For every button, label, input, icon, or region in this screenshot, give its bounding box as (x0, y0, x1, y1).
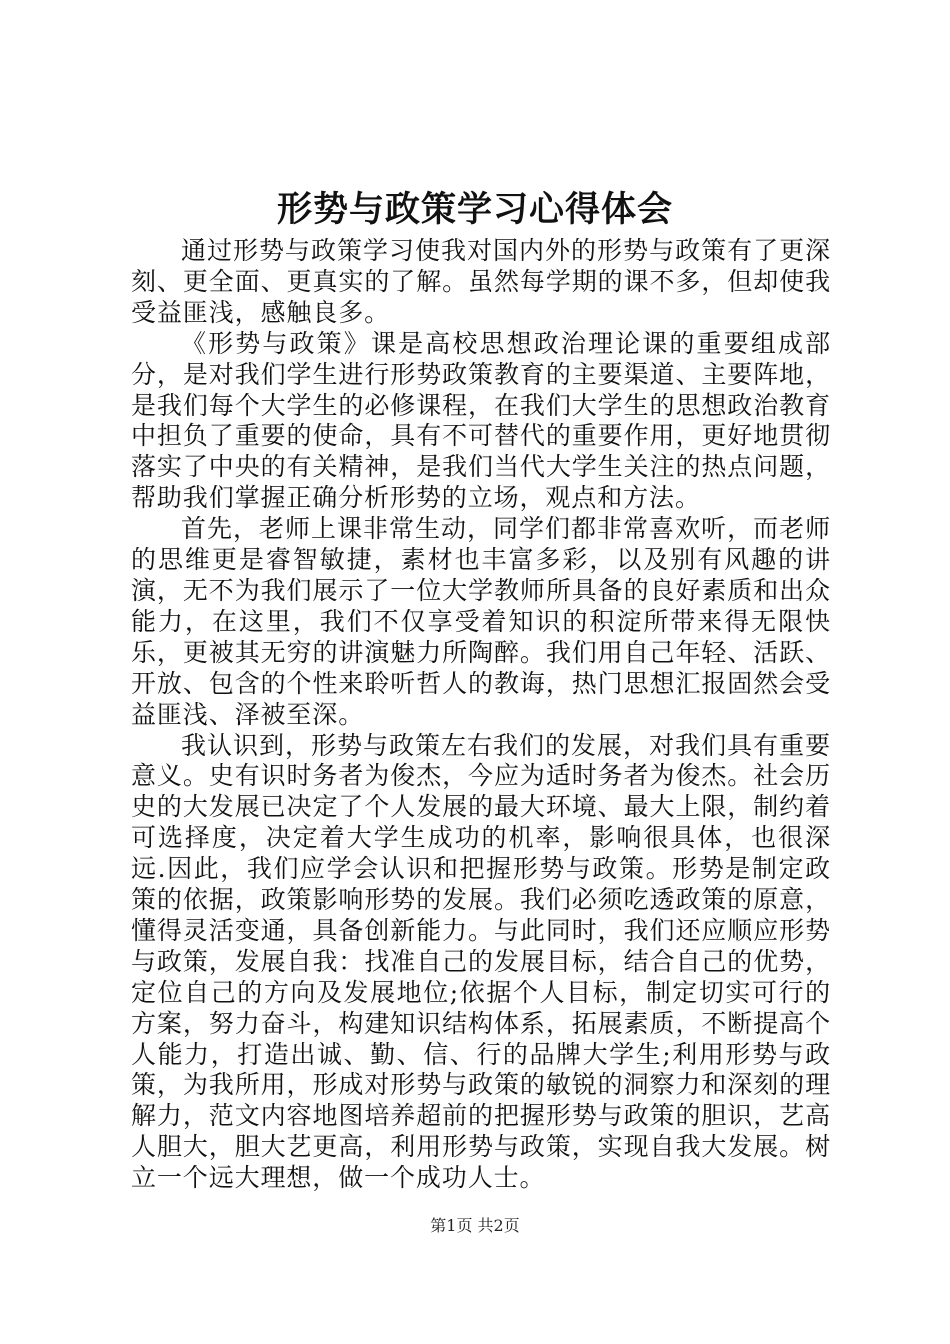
paragraph-1: 通过形势与政策学习使我对国内外的形势与政策有了更深刻、更全面、更真实的了解。虽然每学期的课不多，但却使我受益匪浅，感触良多。 (131, 236, 831, 327)
document-title: 形势与政策学习心得体会 (276, 189, 673, 230)
paragraph-4: 我认识到，形势与政策左右我们的发展，对我们具有重要意义。史有识时务者为俊杰，今应为适时务者为俊杰。社会历史的大发展已决定了个人发展的最大环境、最大上限，制约着可选择度，决定着大学生成功的机率，影响很具体，也很深远.因此，我们应学会认识和把握形势与政策。形势是制定政策的依据，政策影响形势的发展。我们必须吃透政策的原意，懂得灵活变通，具备创新能力。与此同时，我们还应顺应形势与政策，发展自我：找准自己的发展目标，结合自己的优势，定位自己的方向及发展地位;依据个人目标，制定切实可行的方案，努力奋斗，构建知识结构体系，拓展素质，不断提高个人能力，打造出诚、勤、信、行的品牌大学生;利用形势与政策，为我所用，形成对形势与政策的敏锐的洞察力和深刻的理解力，范文内容地图培养超前的把握形势与政策的胆识，艺高人胆大，胆大艺更高，利用形势与政策，实现自我大发展。树立一个远大理想，做一个成功人士。 (131, 730, 831, 1193)
paragraph-3: 首先，老师上课非常生动，同学们都非常喜欢听，而老师的思维更是睿智敏捷，素材也丰富多彩，以及别有风趣的讲演，无不为我们展示了一位大学教师所具备的良好素质和出众能力，在这里，我们不仅享受着知识的积淀所带来得无限快乐，更被其无穷的讲演魅力所陶醉。我们用自己年轻、活跃、开放、包含的个性来聆听哲人的教诲，热门思想汇报固然会受益匪浅、泽被至深。 (131, 514, 831, 729)
page-number-footer: 第1页 共2页 (430, 1216, 520, 1235)
document-body (131, 236, 831, 1194)
paragraph-2: 《形势与政策》课是高校思想政治理论课的重要组成部分，是对我们学生进行形势政策教育的主要渠道、主要阵地，是我们每个大学生的必修课程，在我们大学生的思想政治教育中担负了重要的使命，具有不可替代的重要作用，更好地贯彻落实了中央的有关精神，是我们当代大学生关注的热点问题，帮助我们掌握正确分析形势的立场，观点和方法。 (131, 328, 831, 513)
